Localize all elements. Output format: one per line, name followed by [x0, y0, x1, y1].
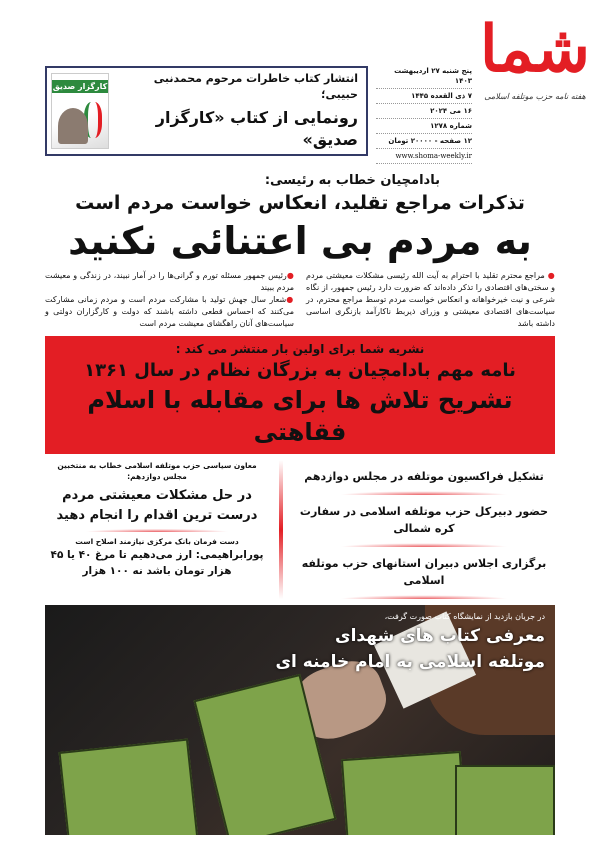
book-graphic: [341, 751, 469, 835]
exclusive-kicker: نشریه شما برای اولین بار منتشر می کند :: [175, 342, 425, 356]
column-divider: [279, 460, 283, 599]
second-story-kicker: دست فرمان بانک مرکزی نیازمند اصلاح است: [75, 537, 239, 546]
photo-headline: [275, 623, 545, 675]
book-graphic: [455, 765, 555, 835]
lead-paragraph: مراجع محترم تقلید با احترام به آیت الله رئیسی مشکلات معیشتی مردم و سختی‌های اقتصادی را تذکر داده‌اند که ضرورت دارد رئیس جمهور، از نگاه شرعی و نیت خیرخواهانه و انعکاس خواست مردم توسط مراجع محترم، در سیاست‌های اقتصادی معیشتی و وزرای ذیربط ناکارآمد بازنگری اساسی داشته باشد: [306, 271, 555, 328]
news-list: [293, 460, 555, 599]
secondary-stories: [45, 460, 555, 599]
portrait: [58, 108, 88, 144]
bullet-icon: ●: [544, 271, 556, 280]
left-story-kicker: معاون سیاسی حزب موتلفه اسلامی خطاب به منتخبین مجلس دوازدهم:: [57, 461, 257, 481]
second-story-headline: پورابراهیمی: ارز می‌دهیم تا مرغ ۴۰ یا ۴۵ هزار تومان باشد نه ۱۰۰ هزار: [50, 549, 264, 577]
photo-caption: [275, 611, 545, 675]
book-headline: رونمایی از کتاب «کارگزار صدیق»: [155, 108, 358, 149]
lead-point: شعار سال جهش تولید با مشارکت مردم است و مردم زمانی مشارکت می‌کنند که احساس قطعی داشته باشند که دولت و کارگزاران دولتی و سیاست‌های آنان راهگشای معیشت مردم است: [45, 295, 294, 328]
lead-kicker: بادامچیان خطاب به رئیسی:: [264, 173, 440, 188]
lead-columns: [45, 270, 555, 330]
book-cover-image: [51, 73, 109, 149]
news-item[interactable]: تشکیل فراکسیون موتلفه در مجلس دوازدهم: [293, 460, 555, 495]
masthead-logo: [480, 8, 590, 102]
logo-mark: شما: [479, 12, 590, 87]
logo-tagline: هفته نامه حزب موتلفه اسلامی: [484, 92, 586, 102]
issue-number: شماره ۱۲۷۸: [376, 119, 472, 134]
masthead: [45, 8, 590, 164]
price: ۱۲ صفحه - ۲۰۰۰۰ تومان: [376, 134, 472, 149]
lead-text-right: [306, 270, 555, 330]
exclusive-subtitle: نامه مهم بادامچیان به بزرگان نظام در سال ۱۳۶۱: [84, 360, 516, 381]
photo-headline-line: موتلفه اسلامی به امام خامنه ای: [275, 652, 545, 672]
issue-info: [376, 64, 472, 164]
date-gregorian: ۱۶ می ۲۰۲۴: [376, 104, 472, 119]
photo-kicker: در جریان بازدید از نمایشگاه کتاب صورت گرفت،: [384, 612, 545, 621]
exclusive-headline: تشریح تلاش ها برای مقابله با اسلام فقاهتی: [87, 386, 513, 446]
date-persian: پنج شنبه ۲۷ اردیبهشت ۱۴۰۳: [376, 64, 472, 89]
left-story[interactable]: [45, 460, 269, 599]
bullet-icon: ●: [286, 271, 295, 280]
news-item[interactable]: حضور دبیرکل حزب موتلفه اسلامی در سفارت کره شمالی: [293, 495, 555, 547]
news-item[interactable]: برگزاری اجلاس دبیران استانهای حزب موتلفه اسلامی: [293, 547, 555, 599]
lead-subtitle: تذکرات مراجع تقلید، انعکاس خواست مردم است: [75, 192, 525, 214]
lead-point: رئیس جمهور مسئله تورم و گرانی‌ها را در آمار نبیند، در زندگی و معیشت مردم ببیند: [45, 271, 294, 292]
date-hijri: ۷ ذی القعده ۱۴۴۵: [376, 89, 472, 104]
book-graphic: [59, 739, 202, 835]
website[interactable]: www.shoma-weekly.ir: [376, 149, 472, 164]
lead-headline[interactable]: به مردم بی اعتنائی نکنید: [68, 219, 532, 263]
photo-story[interactable]: [45, 605, 555, 835]
photo-headline-line: معرفی کتاب های شهدای: [335, 626, 545, 646]
left-story-headline: در حل مشکلات معیشتی مردم درست ترین اقدام را انجام دهید: [45, 486, 269, 532]
book-cover-title: کارگزار صدیق: [52, 82, 108, 91]
exclusive-story-box[interactable]: [45, 336, 555, 454]
lead-text-left: [45, 270, 294, 330]
bullet-icon: ●: [286, 295, 294, 304]
book-kicker: انتشار کتاب خاطرات مرحوم محمدنبی حبیبی؛: [153, 72, 358, 101]
book-launch-box[interactable]: [45, 66, 368, 156]
